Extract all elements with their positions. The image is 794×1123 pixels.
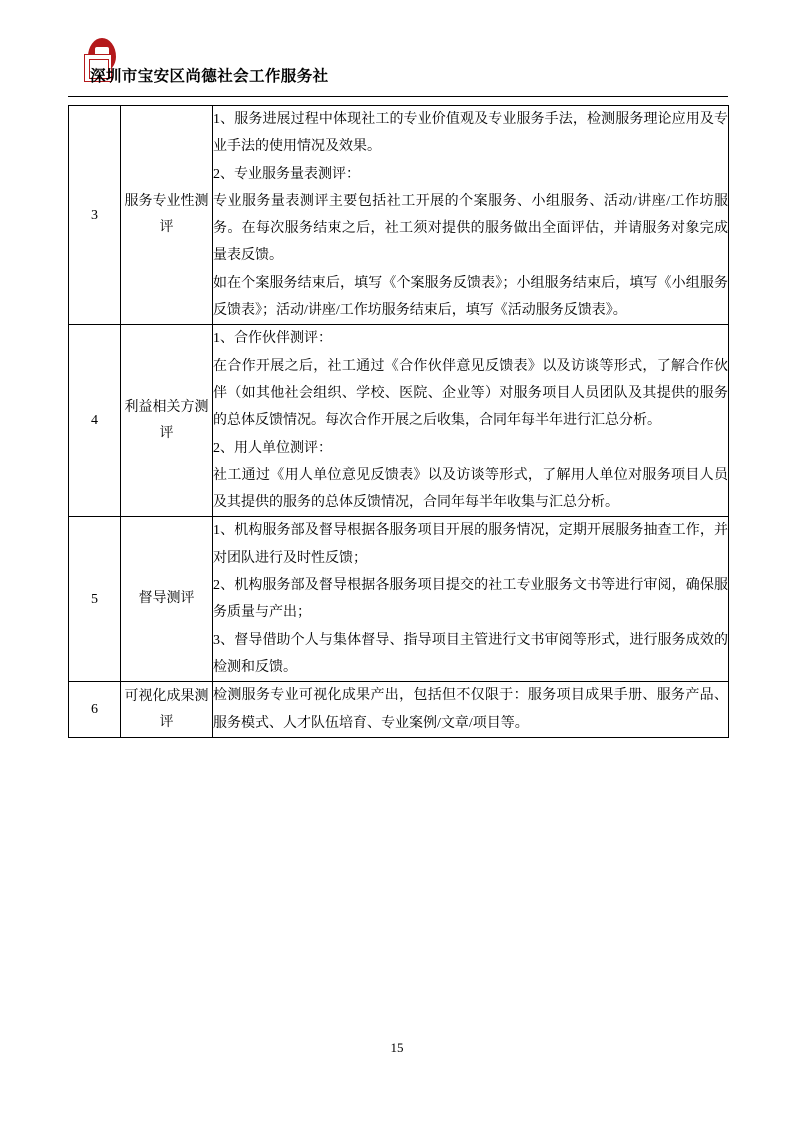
row-content — [213, 106, 729, 325]
row-paragraph: 2、专业服务量表测评： — [213, 166, 360, 182]
table-row — [69, 517, 729, 682]
document-header — [68, 38, 728, 94]
row-content — [213, 325, 729, 517]
row-number: 3 — [69, 106, 121, 325]
row-paragraph: 1、机构服务部及督导根据各服务项目开展的服务情况，定期开展服务抽查工作，并对团队进行及时性反馈； — [213, 523, 728, 566]
header-divider — [68, 96, 728, 97]
row-paragraph: 1、服务进展过程中体现社工的专业价值观及专业服务手法，检测服务理论应用及专业手法的使用情况及效果。 — [213, 112, 728, 155]
page-number: 15 — [390, 1040, 404, 1055]
row-number: 6 — [69, 682, 121, 738]
row-title: 可视化成果测评 — [121, 682, 213, 738]
row-number: 5 — [69, 517, 121, 682]
row-paragraph: 如在个案服务结束后，填写《个案服务反馈表》；小组服务结束后，填写《小组服务反馈表》；活动/讲座/工作坊服务结束后，填写《活动服务反馈表》。 — [213, 275, 728, 319]
row-title: 服务专业性测评 — [121, 106, 213, 325]
row-paragraph: 检测服务专业可视化成果产出，包括但不仅限于：服务项目成果手册、服务产品、服务模式、人才队伍培育、专业案例/文章/项目等。 — [213, 688, 728, 731]
row-content — [213, 517, 729, 682]
row-title: 利益相关方测评 — [121, 325, 213, 517]
org-name: 深圳市宝安区尚德社会工作服务社 — [90, 68, 329, 85]
evaluation-table — [68, 105, 729, 738]
table-row — [69, 325, 729, 517]
row-paragraph: 2、用人单位测评： — [213, 440, 332, 456]
row-paragraph: 2、机构服务部及督导根据各服务项目提交的社工专业服务文书等进行审阅，确保服务质量与产出； — [213, 578, 728, 621]
row-paragraph: 1、合作伙伴测评： — [213, 331, 332, 347]
row-paragraph: 3、督导借助个人与集体督导、指导项目主管进行文书审阅等形式，进行服务成效的检测和反馈。 — [213, 632, 728, 675]
row-paragraph: 在合作开展之后，社工通过《合作伙伴意见反馈表》以及访谈等形式，了解合作伙伴（如其他社会组织、学校、医院、企业等）对服务项目人员团队及其提供的服务的总体反馈情况。每次合作开展之后收集，合同年每半年进行汇总分析。 — [213, 358, 728, 429]
table-row — [69, 106, 729, 325]
row-content — [213, 682, 729, 738]
row-paragraph: 社工通过《用人单位意见反馈表》以及访谈等形式，了解用人单位对服务项目人员及其提供的服务的总体反馈情况，合同年每半年收集与汇总分析。 — [213, 467, 728, 511]
row-title: 督导测评 — [121, 517, 213, 682]
row-paragraph: 专业服务量表测评主要包括社工开展的个案服务、小组服务、活动/讲座/工作坊服务。在每次服务结束之后，社工须对提供的服务做出全面评估，并请服务对象完成量表反馈。 — [213, 193, 728, 264]
table-row — [69, 682, 729, 738]
row-number: 4 — [69, 325, 121, 517]
